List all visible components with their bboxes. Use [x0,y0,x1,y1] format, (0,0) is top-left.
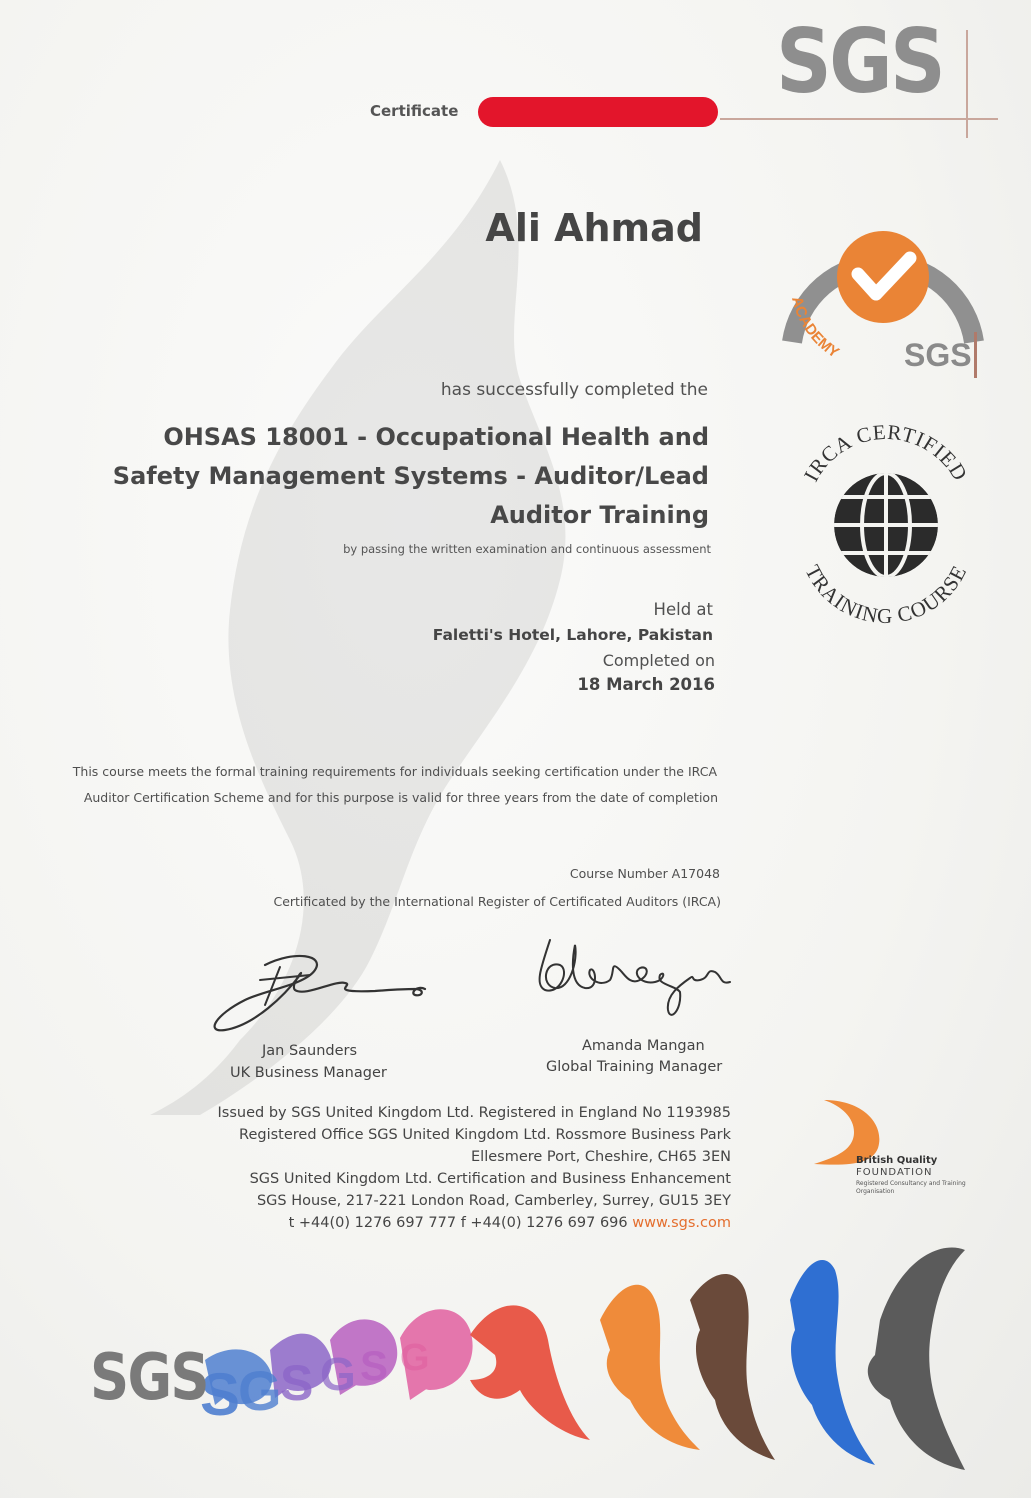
certified-by-text: Certificated by the International Register of Certificated Auditors (IRCA) [273,894,721,909]
phone-fax: t +44(0) 1276 697 777 f +44(0) 1276 697 696 [288,1215,628,1231]
signature-jan-saunders [205,945,435,1040]
course-title [49,418,709,535]
issuer-line: Registered Office SGS United Kingdom Ltd. Rossmore Business Park [239,1127,731,1143]
signatory-name: Amanda Mangan [582,1038,705,1054]
sgs-academy-logo [778,192,990,382]
issuer-line: Issued by SGS United Kingdom Ltd. Registered in England No 1193985 [217,1105,731,1121]
academy-brand: SGS [904,337,972,373]
completion-date: 18 March 2016 [577,675,715,694]
passing-text: by passing the written examination and continuous assessment [343,542,711,556]
certificate-label: Certificate [370,102,459,120]
svg-text:S: S [360,1342,389,1389]
recipient-name: Ali Ahmad [485,206,703,250]
course-title-line: OHSAS 18001 - Occupational Health and [163,423,709,451]
irca-bottom-text: TRAINING COURSE [800,560,972,625]
header-vertical-rule [966,30,968,138]
signatory-name: Jan Saunders [262,1043,358,1059]
requirements-line: Auditor Certification Scheme and for this purpose is valid for three years from the date of completion [83,790,718,805]
course-title-line: Auditor Training [490,501,709,529]
completed-text: has successfully completed the [440,380,708,400]
signatory-title: Global Training Manager [546,1059,723,1075]
completed-on-label: Completed on [602,651,715,670]
svg-text:S: S [280,1355,314,1411]
academy-arc-text: ACADEMY [787,294,843,362]
header-rule [720,118,998,120]
website-link[interactable]: www.sgs.com [632,1215,731,1231]
held-at-label: Held at [653,600,713,619]
svg-text:G: G [400,1337,430,1379]
academy-orange-circle [837,231,929,323]
irca-certified-logo [780,425,992,625]
svg-text:G: G [320,1348,356,1400]
sgs-bottom-logo: SGS [90,1341,208,1415]
course-title-line: Safety Management Systems - Auditor/Lead [112,462,709,490]
course-number: Course Number A17048 [569,866,720,881]
issuer-line: SGS House, 217-221 London Road, Camberley, Surrey, GU15 3EY [256,1193,731,1209]
bqf-line2: FOUNDATION [856,1167,933,1178]
signature-amanda-mangan [530,930,750,1030]
bird-shapes [205,1248,965,1470]
venue: Faletti's Hotel, Lahore, Pakistan [432,626,713,644]
issuer-block [218,1102,731,1234]
bqf-line1: British Quality [856,1155,938,1166]
bqf-line3: Registered Consultancy and Training Organisation [856,1180,966,1195]
signatory-title: UK Business Manager [230,1065,387,1081]
requirements-line: This course meets the formal training requirements for individuals seeking certification under the IRCA [72,764,717,779]
sgs-logo: SGS [776,10,944,113]
certificate-number-redaction [478,97,718,127]
issuer-line: SGS United Kingdom Ltd. Certification and Business Enhancement [249,1171,731,1187]
globe-icon [820,465,952,585]
issuer-line: Ellesmere Port, Cheshire, CH65 3EN [471,1149,731,1165]
irca-top-text: IRCA CERTIFIED [799,425,973,486]
svg-text:S: S [200,1361,241,1428]
svg-text:G: G [238,1359,282,1422]
